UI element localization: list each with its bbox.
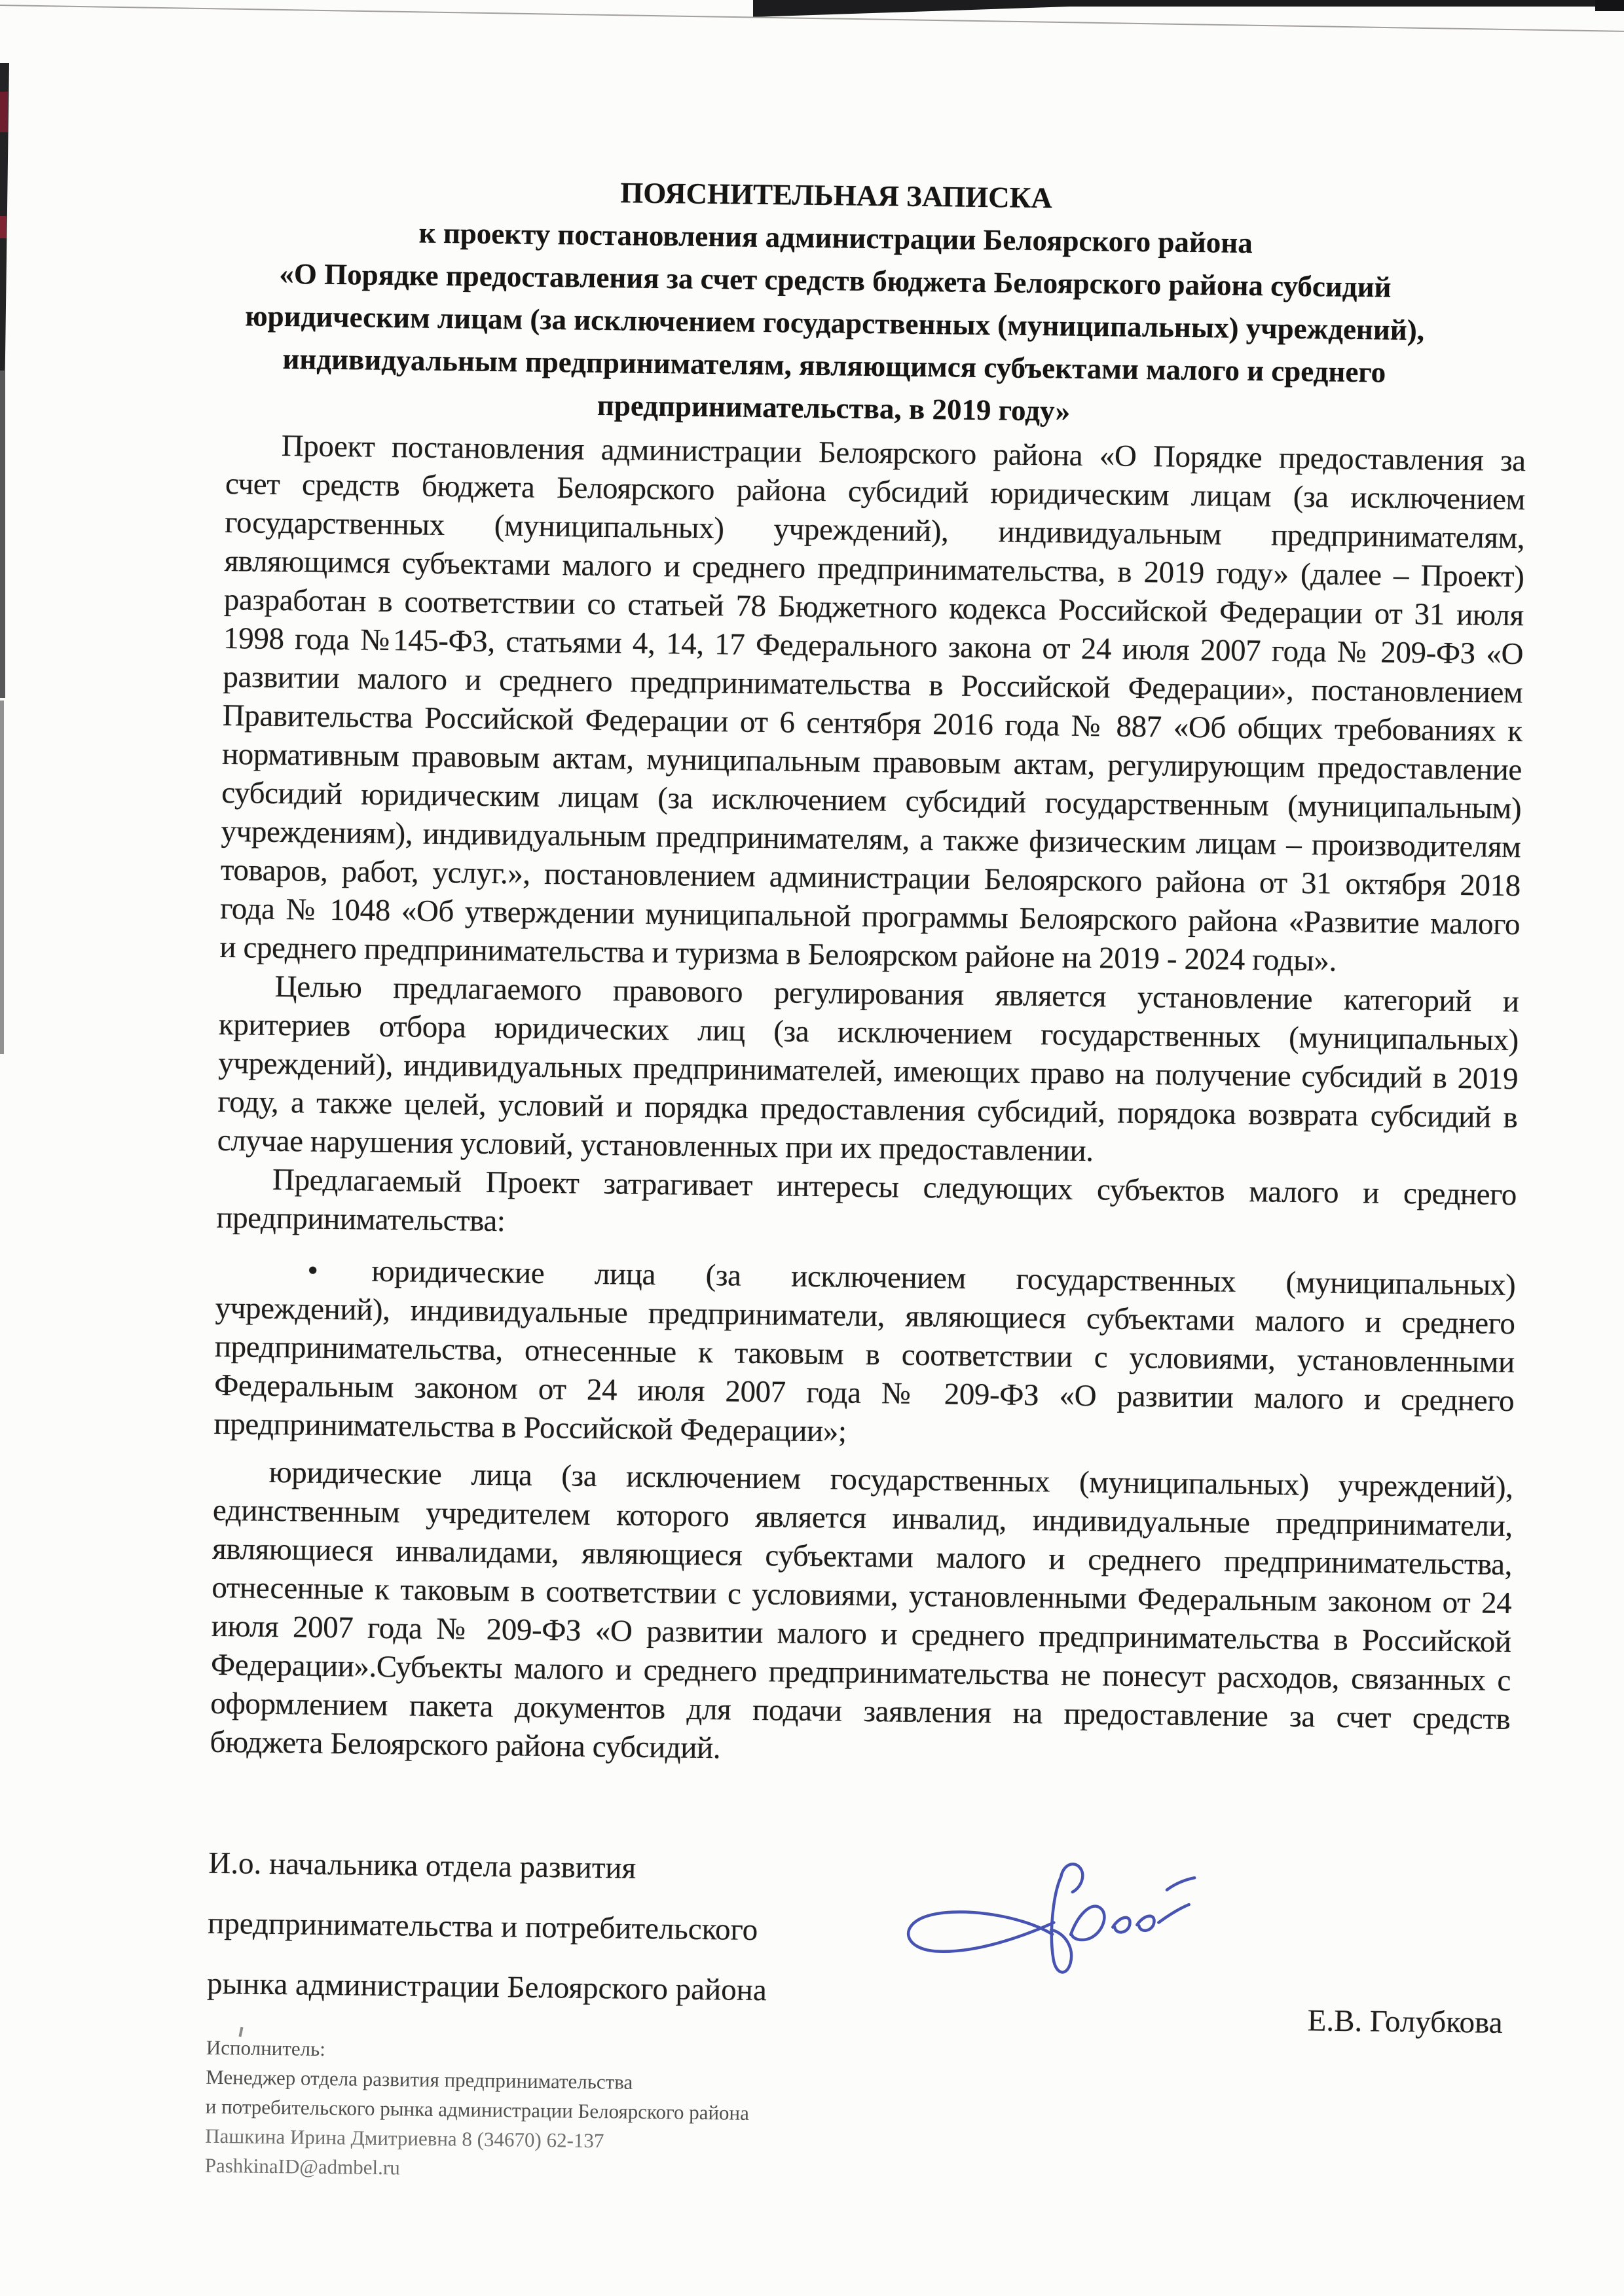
- text-line: И.о. начальника отдела развития: [208, 1846, 637, 1886]
- text-line: учреждений), индивидуальных предпринимателей, имеющих право на получение субсидий в 2019: [217, 1046, 1519, 1097]
- document-paragraph: [213, 1250, 1515, 1459]
- text-line: предпринимательства:: [216, 1200, 506, 1239]
- document-paragraph: [216, 1160, 1517, 1253]
- bullet-marker: •: [307, 1253, 318, 1288]
- executor-footer: [204, 2033, 1506, 2196]
- scan-artifact-red-mark: [0, 92, 8, 132]
- text-line: критериев отбора юридических лиц (за исключением государственных (муниципальных): [218, 1007, 1519, 1058]
- text-line: индивидуальным предпринимателям, являющимся субъектами малого и среднего: [282, 342, 1386, 389]
- text-line: Целью предлагаемого правового регулирования является установление категорий и: [274, 969, 1519, 1019]
- text-line: являющимся субъектами малого и среднего предпринимательства, в 2019 году» (далее – Проект): [224, 543, 1524, 594]
- text-line: государственных (муниципальных) учреждений), индивидуальным предпринимателям,: [225, 505, 1525, 556]
- text-line: являющиеся инвалидами, являющиеся субъектами малого и среднего предпринимательства,: [212, 1531, 1513, 1582]
- document-paragraph: [219, 426, 1526, 983]
- document-paragraph: [210, 1453, 1513, 1777]
- scan-artifact-top-corner: [1595, 0, 1624, 11]
- document-content: [204, 167, 1528, 2196]
- text-line: PashkinaID@admbel.ru: [204, 2153, 400, 2179]
- text-line: товаров, работ, услуг.», постановлением администрации Белоярского района от 31 октября 2018: [220, 852, 1521, 903]
- text-line: • юридические лица (за исключением государственных (муниципальных): [307, 1253, 1516, 1303]
- text-line: рынка администрации Белоярского района: [206, 1966, 767, 2008]
- text-line: случае нарушения условий, установленных при их предоставлении.: [217, 1123, 1094, 1169]
- text-line: юридические лица (за исключением государственных (муниципальных) учреждений),: [268, 1455, 1513, 1505]
- scan-artifact-left-strip: [0, 701, 4, 1054]
- scan-artifact-left-strip: [0, 371, 5, 698]
- document-paragraph: [217, 967, 1519, 1176]
- text-line: года № 1048 «Об утверждении муниципальной программы Белоярского района «Развитие малого: [219, 891, 1521, 942]
- text-line: Федеральным законом от 24 июля 2007 года № 209-ФЗ «О развитии малого и среднего: [213, 1368, 1515, 1419]
- text-line: июля 2007 года № 209-ФЗ «О развитии малого и среднего предпринимательства в Российской: [211, 1609, 1511, 1660]
- text-line: «О Порядке предоставления за счет средств бюджета Белоярского района субсидий: [279, 257, 1392, 304]
- scan-artifact-red-mark: [0, 216, 7, 238]
- text-line: нормативным правовым актам, муниципальным правовым актам, регулирующим предоставление: [221, 737, 1522, 788]
- text-line: к проекту постановления администрации Белоярского района: [418, 216, 1253, 260]
- text-line: Правительства Российской Федерации от 6 сентября 2016 года № 887 «Об общих требованиях к: [222, 698, 1522, 749]
- text-line: Федерации».Субъекты малого и среднего предпринимательства не понесут расходов, связанных с: [210, 1647, 1511, 1698]
- text-line: ПОЯСНИТЕЛЬНАЯ ЗАПИСКА: [620, 176, 1053, 215]
- text-line: субсидий юридическим лицам (за исключением субсидий государственным (муниципальным): [221, 775, 1522, 826]
- text-line: Проект постановления администрации Белоярского района «О Порядке предоставления за: [281, 429, 1526, 479]
- text-line: 1998 года №145-ФЗ, статьями 4, 14, 17 Федерального закона от 24 июля 2007 года № 209-ФЗ «О: [223, 621, 1524, 672]
- text-line: предпринимательства, отнесенные к таковым в соответствии с условиями, установленными: [214, 1329, 1515, 1380]
- text-line: развитии малого и среднего предпринимательства в Российской Федерации», постановлением: [223, 659, 1523, 710]
- text-line: Предлагаемый Проект затрагивает интересы следующих субъектов малого и среднего: [272, 1162, 1517, 1212]
- text-line: юридическим лицам (за исключением государственных (муниципальных) учреждений),: [244, 299, 1425, 347]
- signature-ink: [888, 1853, 1204, 2007]
- text-line: предпринимательства, в 2019 году»: [597, 388, 1071, 428]
- scan-artifact-top-wedge: [753, 0, 1094, 17]
- signature-name: Е.В. Голубкова: [1307, 2003, 1503, 2040]
- text-line: предпринимательства и потребительского: [207, 1906, 758, 1948]
- document-body: [210, 426, 1526, 1777]
- text-line: счет средств бюджета Белоярского района субсидий юридическим лицам (за исключением: [225, 466, 1526, 517]
- text-line: бюджета Белоярского района субсидий.: [210, 1724, 721, 1766]
- text-line: разработан в соответствии со статьей 78 Бюджетного кодекса Российской Федерации от 31 июля: [223, 582, 1524, 633]
- text-line: предпринимательства в Российской Федерации»;: [213, 1406, 847, 1449]
- text-line: году, а также целей, условий и порядка предоставления субсидий, порядока возврата субсидий в: [217, 1084, 1518, 1135]
- text-line: единственным учредителем которого является инвалид, индивидуальные предприниматели,: [212, 1493, 1513, 1544]
- signature-position-block: [207, 1833, 1509, 2030]
- text-line: учреждениям), индивидуальным предпринимателям, а также физическим лицам – производителям: [221, 814, 1521, 865]
- text-line: оформлением пакета документов для подачи заявления на предоставление за счет средств: [210, 1686, 1511, 1737]
- text-line: учреждений), индивидуальные предприниматели, являющиеся субъектами малого и среднего: [215, 1290, 1515, 1341]
- text-line: Менеджер отдела развития предпринимательства: [206, 2065, 633, 2094]
- text-line: Пашкина Ирина Дмитриевна 8 (34670) 62-137: [205, 2124, 604, 2153]
- text-line: и потребительского рынка администрации Белоярского района: [205, 2094, 750, 2124]
- text-line: и среднего предпринимательства и туризма в Белоярском районе на 2019 - 2024 годы».: [219, 930, 1337, 978]
- document-title-block: [226, 167, 1529, 438]
- text-line: Исполнитель:: [206, 2035, 326, 2061]
- text-line: отнесенные к таковым в соответствии с условиями, установленными Федеральным законом от 24: [212, 1570, 1512, 1621]
